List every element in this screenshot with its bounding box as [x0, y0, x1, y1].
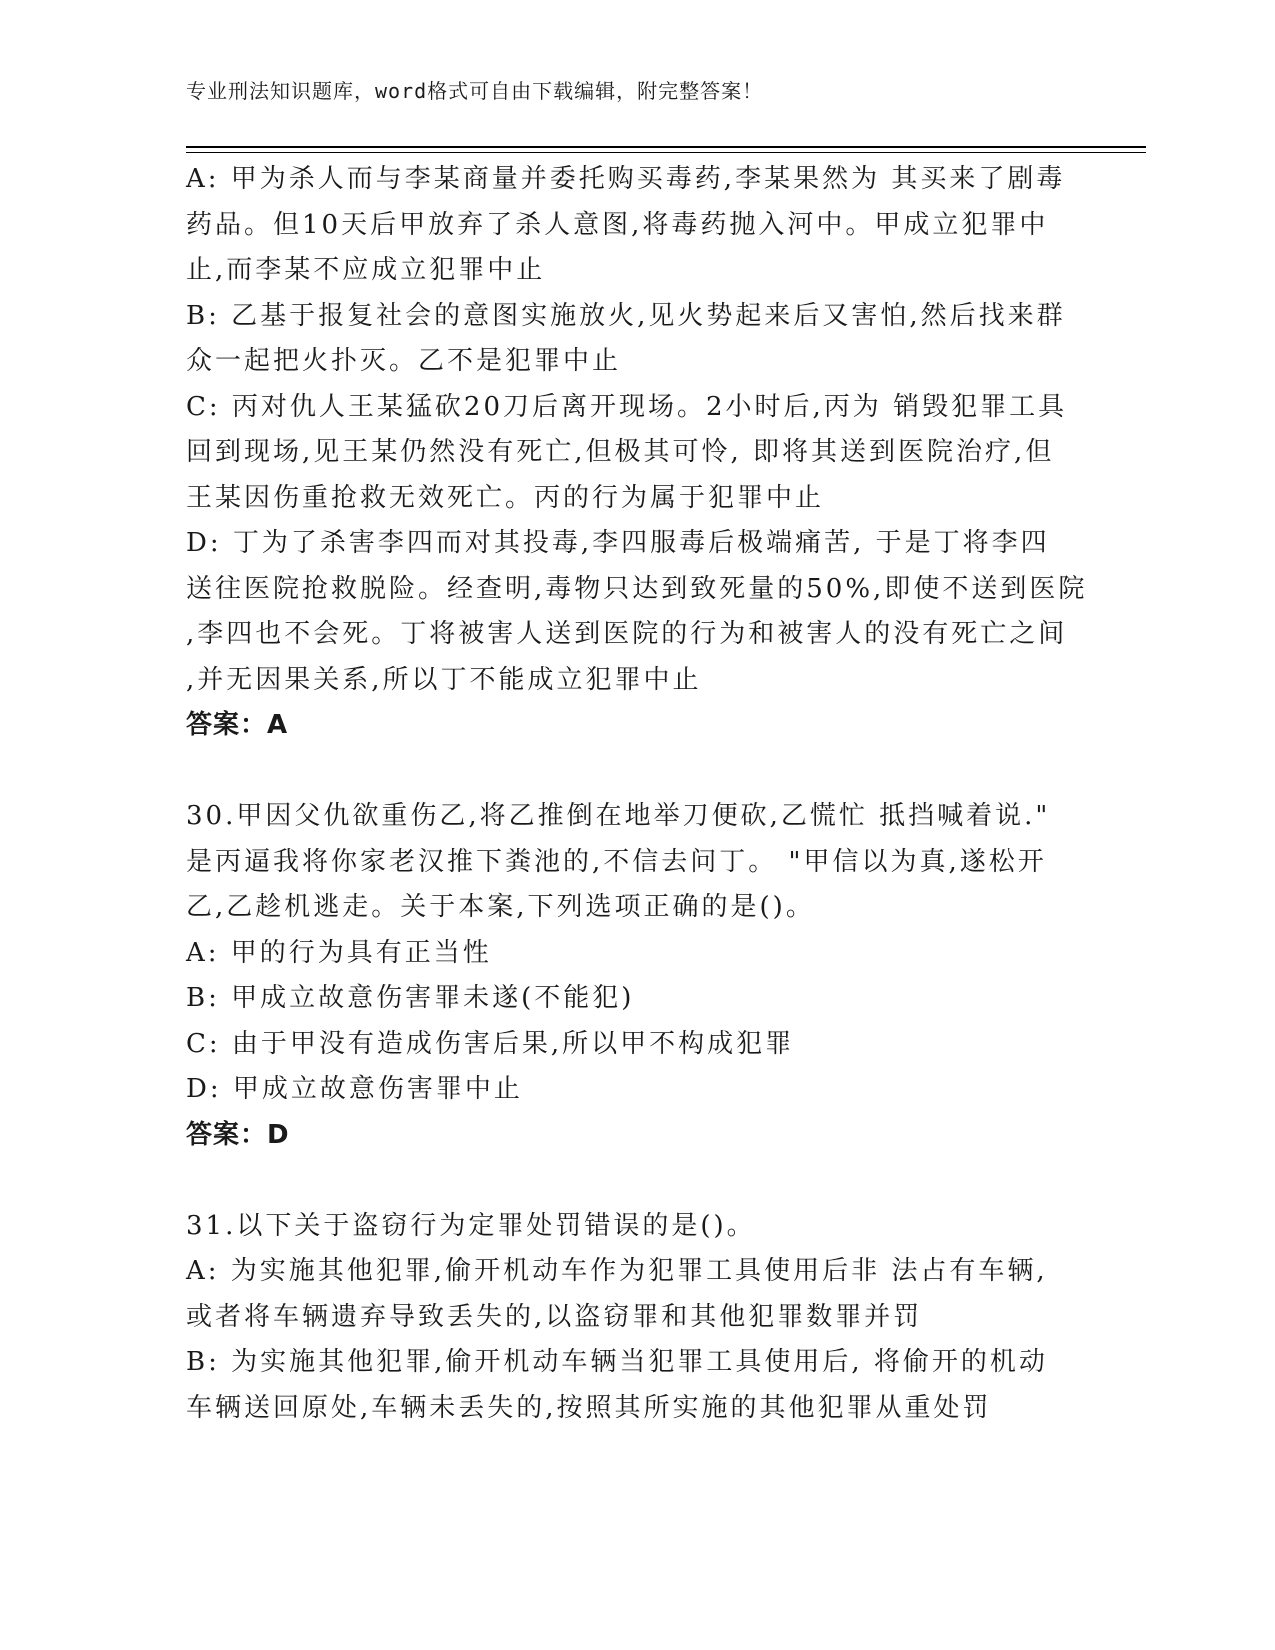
document-body: [186, 157, 1086, 1431]
option-text: B: 为实施其他犯罪,偷开机动车辆当犯罪工具使用后, 将偷开的机动: [186, 1347, 1048, 1377]
option-text: C: 由于甲没有造成伤害后果,所以甲不构成犯罪: [186, 1028, 795, 1059]
spacer: [186, 749, 1086, 795]
answer-label: 答案：D: [186, 1119, 290, 1150]
option-text: B: 甲成立故意伤害罪未遂(不能犯): [186, 983, 635, 1013]
question-block: [186, 157, 1086, 749]
option-text: ,李四也不会死。丁将被害人送到医院的行为和被害人的没有死亡之间: [186, 619, 1068, 649]
option-text: A: 甲的行为具有正当性: [186, 937, 492, 968]
option-text: 回到现场,见王某仍然没有死亡,但极其可怜, 即将其送到医院治疗,但: [186, 437, 1055, 467]
option-text: ,并无因果关系,所以丁不能成立犯罪中止: [186, 664, 702, 695]
option-text: A: 甲为杀人而与李某商量并委托购买毒药,李某果然为 其买来了剧毒: [186, 164, 1066, 194]
question-block: [186, 1204, 1086, 1432]
option-text: C: 丙对仇人王某猛砍20刀后离开现场。2小时后,丙为 销毁犯罪工具: [186, 391, 1068, 422]
header-rule-thin: [186, 152, 1146, 153]
question-stem: 乙,乙趁机逃走。关于本案,下列选项正确的是()。: [186, 892, 815, 922]
question-stem: 是丙逼我将你家老汉推下粪池的,不信去问丁。 "甲信以为真,遂松开: [186, 846, 1047, 877]
option-text: 药品。但10天后甲放弃了杀人意图,将毒药抛入河中。甲成立犯罪中: [186, 209, 1049, 240]
option-text: 或者将车辆遗弃导致丢失的,以盗窃罪和其他犯罪数罪并罚: [186, 1301, 923, 1332]
option-text: 送往医院抢救脱险。经查明,毒物只达到致死量的50%,即使不送到医院: [186, 573, 1088, 604]
option-text: 车辆送回原处,车辆未丢失的,按照其所实施的其他犯罪从重处罚: [186, 1392, 992, 1423]
page-header: 专业刑法知识题库，word格式可自由下载编辑，附完整答案！: [186, 79, 764, 103]
option-text: 王某因伤重抢救无效死亡。丙的行为属于犯罪中止: [186, 482, 825, 513]
header-rule-thick: [186, 146, 1146, 148]
question-stem: 31.以下关于盗窃行为定罪处罚错误的是()。: [186, 1210, 756, 1241]
option-text: D: 丁为了杀害李四而对其投毒,李四服毒后极端痛苦, 于是丁将李四: [186, 528, 1050, 558]
option-text: 止,而李某不应成立犯罪中止: [186, 255, 546, 285]
question-stem: 30.甲因父仇欲重伤乙,将乙推倒在地举刀便砍,乙慌忙 抵挡喊着说.": [186, 801, 1051, 831]
spacer: [186, 1158, 1086, 1204]
option-text: A: 为实施其他犯罪,偷开机动车作为犯罪工具使用后非 法占有车辆,: [186, 1256, 1048, 1286]
option-text: B: 乙基于报复社会的意图实施放火,见火势起来后又害怕,然后找来群: [186, 300, 1066, 331]
answer-label: 答案：A: [186, 710, 289, 740]
option-text: 众一起把火扑灭。乙不是犯罪中止: [186, 346, 622, 376]
question-block: [186, 794, 1086, 1158]
option-text: D: 甲成立故意伤害罪中止: [186, 1074, 523, 1104]
